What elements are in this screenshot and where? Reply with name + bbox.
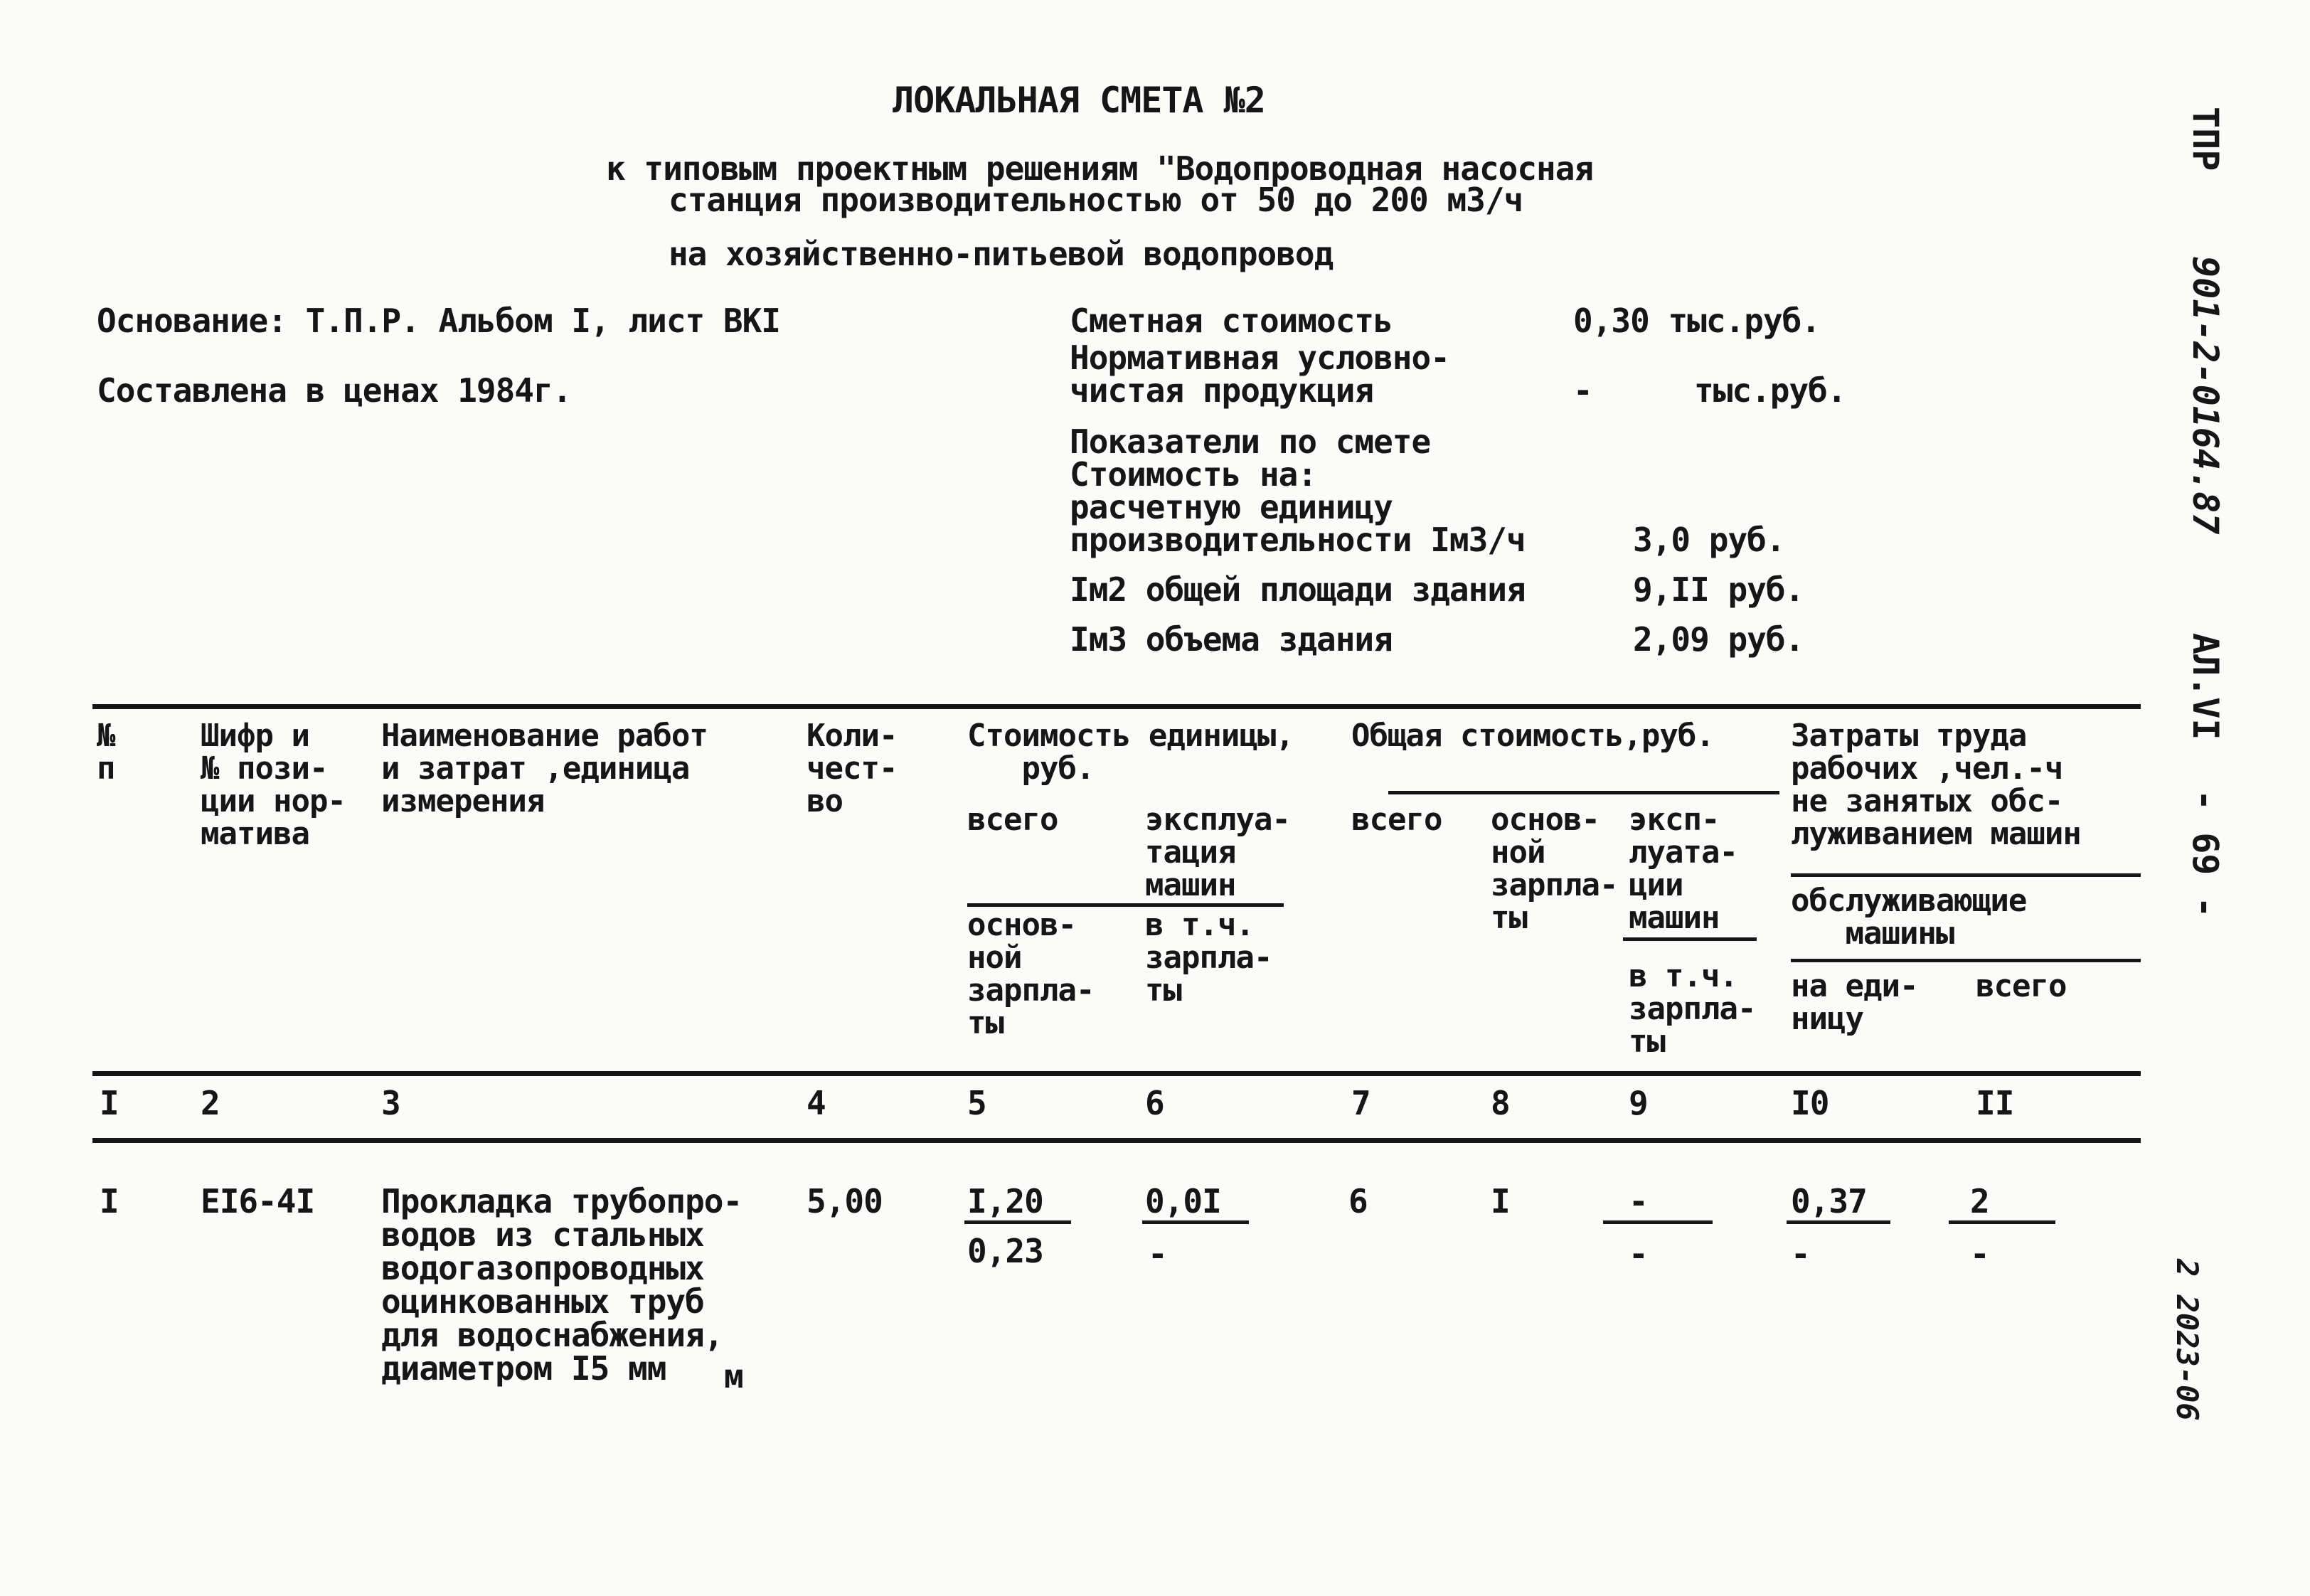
- header-unit-cost: Стоимость единицы, руб.: [967, 718, 1294, 787]
- labor-sub-rule-2: [1791, 959, 2141, 962]
- row-unit-exploitation-underline: [1142, 1220, 1249, 1224]
- header-total-exploitation-wage: в т.ч. зарпла- ты: [1629, 958, 1756, 1060]
- col-number-2: 2: [201, 1084, 220, 1122]
- header-unit-exploitation: эксплуа- тация машин: [1145, 802, 1290, 903]
- indicators-line-3: расчетную единицу: [1070, 488, 1393, 526]
- col-number-11: II: [1976, 1084, 2014, 1122]
- subtitle-line-1: к типовым проектным решениям "Водопроводная насосная: [606, 149, 1594, 188]
- row-labor-total-service: -: [1970, 1235, 1989, 1273]
- row-name: Прокладка трубопро- водов из стальных водогазопроводных оцинкованных труб для водоснабжения, диаметром I5 мм: [381, 1182, 742, 1388]
- estimated-cost-value: 0,30 тыс.руб.: [1573, 302, 1821, 340]
- header-total-wage: основ- ной зарпла- ты: [1491, 802, 1618, 936]
- side-page-number: - 69 -: [2185, 789, 2226, 918]
- header-col-quantity: Коли- чест- во: [807, 718, 898, 819]
- col-number-3: 3: [381, 1084, 400, 1122]
- subtitle-line-3: на хозяйственно-питьевой водопровод: [669, 235, 1334, 273]
- labor-sub-rule-1: [1791, 873, 2141, 877]
- total-cost-rule: [1388, 791, 1779, 794]
- row-labor-unit: 0,37: [1791, 1182, 1867, 1220]
- row-unit: м: [724, 1357, 743, 1395]
- document-title: ЛОКАЛЬНАЯ СМЕТА №2: [893, 80, 1265, 121]
- header-labor-total: всего: [1976, 968, 2067, 1004]
- indicators-line-5: Iм2 общей площади здания: [1070, 570, 1526, 609]
- row-unit-exploitation-wage: -: [1148, 1235, 1167, 1273]
- header-col-name: Наименование работ и затрат ,единица измерения: [381, 718, 708, 819]
- table-top-rule: [92, 704, 2141, 709]
- header-labor-service: обслуживающие машины: [1791, 883, 2027, 952]
- row-total-exploitation: -: [1629, 1182, 1648, 1220]
- row-total-exploitation-underline: [1603, 1220, 1713, 1224]
- header-total-cost: Общая стоимость,руб.: [1351, 718, 1714, 754]
- row-labor-unit-underline: [1787, 1220, 1890, 1224]
- estimated-cost-label: Сметная стоимость: [1070, 302, 1393, 340]
- side-inventory-number: 2 2023-06: [2170, 1259, 2205, 1421]
- col-number-10: I0: [1791, 1084, 1829, 1122]
- header-labor-unit: на еди- ницу: [1791, 968, 1918, 1037]
- row-labor-total-underline: [1949, 1220, 2055, 1224]
- indicators-line-2: Стоимость на:: [1070, 455, 1317, 494]
- header-unit-total: всего: [967, 802, 1058, 838]
- row-number: I: [100, 1182, 119, 1220]
- indicators-line-6: Iм3 объема здания: [1070, 620, 1393, 659]
- side-tpr: ТПР: [2185, 107, 2226, 171]
- row-unit-total-underline: [964, 1220, 1071, 1224]
- prices-text: Составлена в ценах 1984г.: [97, 371, 572, 410]
- norm-product-label-2: чистая продукция: [1070, 371, 1374, 410]
- indicators-value-6: 2,09 руб.: [1633, 620, 1804, 659]
- row-code: EI6-4I: [201, 1182, 315, 1220]
- row-quantity: 5,00: [807, 1182, 883, 1220]
- indicators-line-1: Показатели по смете: [1070, 422, 1431, 461]
- col-number-7: 7: [1351, 1084, 1370, 1122]
- subtitle-line-2: станция производительностью от 50 до 200 м3/ч: [669, 181, 1523, 219]
- side-album: АЛ.VI: [2185, 633, 2226, 740]
- row-unit-exploitation: 0,0I: [1145, 1182, 1221, 1220]
- norm-product-dash: -: [1573, 371, 1592, 410]
- indicators-line-4: производительности Iм3/ч: [1070, 521, 1526, 559]
- numbers-bottom-rule: [92, 1138, 2141, 1143]
- header-unit-exploitation-wage: в т.ч. зарпла- ты: [1145, 907, 1272, 1009]
- row-total-total: 6: [1348, 1182, 1368, 1220]
- basis-text: Основание: Т.П.Р. Альбом I, лист ВКI: [97, 302, 780, 340]
- total-exp-sub-rule: [1623, 937, 1757, 941]
- row-total-wage: I: [1491, 1182, 1510, 1220]
- row-labor-total: 2: [1970, 1182, 1989, 1220]
- header-col-code: Шифр и № пози- ции нор- матива: [201, 718, 346, 852]
- header-col-number: № п: [97, 718, 115, 787]
- header-unit-wage: основ- ной зарпла- ты: [967, 907, 1095, 1041]
- row-unit-wage: 0,23: [967, 1232, 1043, 1270]
- col-number-4: 4: [807, 1084, 826, 1122]
- header-total-exploitation: эксп- луата- ции машин: [1629, 802, 1737, 936]
- header-labor: Затраты труда рабочих ,чел.-ч не занятых обс- луживанием машин: [1791, 718, 2081, 852]
- col-number-9: 9: [1629, 1084, 1648, 1122]
- indicators-value-5: 9,II руб.: [1633, 570, 1804, 609]
- col-number-6: 6: [1145, 1084, 1164, 1122]
- row-total-exploitation-wage: -: [1629, 1235, 1648, 1273]
- side-project-code: 901-2-0164.87: [2185, 256, 2226, 535]
- norm-product-unit: тыс.руб.: [1694, 371, 1846, 410]
- header-bottom-rule: [92, 1071, 2141, 1076]
- header-total-total: всего: [1351, 802, 1442, 838]
- col-number-8: 8: [1491, 1084, 1510, 1122]
- col-number-1: I: [100, 1084, 119, 1122]
- norm-product-label-1: Нормативная условно-: [1070, 339, 1449, 377]
- row-labor-unit-service: -: [1791, 1235, 1810, 1273]
- col-number-5: 5: [967, 1084, 986, 1122]
- indicators-value-4: 3,0 руб.: [1633, 521, 1785, 559]
- row-unit-total: I,20: [967, 1182, 1043, 1220]
